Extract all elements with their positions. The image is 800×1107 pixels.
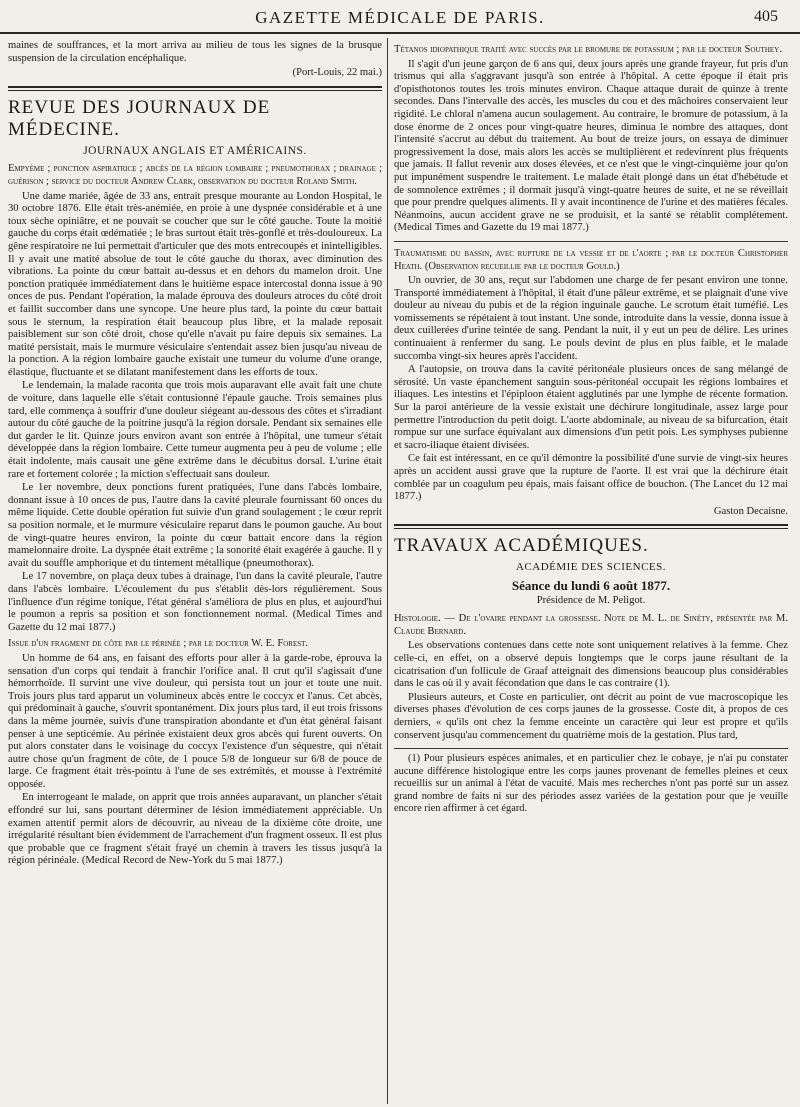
article-heading: Empyème ; ponction aspiratrice ; abcès de la région lombaire ; pneumothorax ; drainage ; guérison ; service du docteur Andrew Clark, observation du docteur Roland Smith.	[8, 163, 382, 187]
subsection-title: JOURNAUX ANGLAIS ET AMÉRICAINS.	[83, 144, 307, 157]
paragraph: Une dame mariée, âgée de 33 ans, entrait presque mourante au London Hospital, le 30 octobre 1876. Elle était très-anémiée, en proie à une dyspnée considérable et à une toux sèche opiniâtre, et ne pouvait se coucher que sur le côté gauche. Toute la moitié gauche du corps était œdématiée ; le bras surtout était très-gonflé et très-douloureux. La gêne respiratoire ne lui permettait d'articuler que des mots entrecoupés et inintelligibles. Il y avait une matité absolue de tout le côté gauche du thorax, avec diminution des vibrations. La pointe du cœur battait au-dessus et en dehors du mamelon droit. Une ponction pratiquée immédiatement dans le huitième espace intercostal donna issue à 90 onces de pus. Pendant l'opération, la malade éprouva des douleurs atroces du côté droit et faillit succomber dans une syncope. Une heure plus tard, la pointe du cœur battait sous le sternum, la respiration était beaucoup plus libre, et la malade reposait paisiblement sur son côté droit, chose qu'elle n'avait pu faire depuis six semaines. La matité persistait, mais le murmure vésiculaire s'entendait assez bien jusqu'au niveau de la ponction. A la région lombaire gauche existait une tumeur du volume d'une orange, élastique, fluctuante et se dilatant manifestement dans les efforts de toux.	[8, 190, 382, 378]
page-number: 405	[754, 8, 778, 25]
right-column	[394, 40, 788, 1100]
footnote	[394, 753, 788, 816]
intro-text: maines de souffrances, et la mort arriva au milieu de tous les signes de la brusque suspension de la circulation encéphalique.	[8, 40, 382, 64]
article-rule	[394, 241, 788, 242]
column-divider	[387, 38, 388, 1104]
paragraph: A l'autopsie, on trouva dans la cavité péritonéale plusieurs onces de sang mélangé de sérosité. Un vaste épanchement sanguin sous-péritonéal occupait les régions lombaires et iliaques. Les intestins et l'épiploon étaient agglutinés par une lymphe de récente formation. Sur la paroi antérieure de la vessie existait une déchirure longitudinale, assez large pour permettre l'introduction du petit doigt. L'aorte abdominale, au niveau de sa bifurcation, était rompue sur une surface équivalant aux dimensions d'un petit pois. Les symphyses pubienne et sacro-iliaque étaient divisées.	[394, 364, 788, 451]
footnote-text: (1) Pour plusieurs espèces animales, et en particulier chez le cobaye, je n'ai pu constater aucune différence histologique entre les corps jaunes provenant de femelles pleines et ceux recueillis sur un animal à l'état de vacuité. Mais mes recherches n'ont pas porté sur un assez grand nombre de faits ni sur des périodes assez variées de la gestation pour que je veuille encore rien affirmer à cet égard.	[394, 753, 788, 815]
paragraph: Le lendemain, la malade raconta que trois mois auparavant elle avait fait une chute de voiture, dans laquelle elle s'était contusionné l'épaule gauche. Trois semaines plus tard, elle commença à souffrir d'une douleur siégeant au-dessous des côtes et s'irradiant autour du côté gauche de la poitrine jusqu'à la région dorsale. Pendant six semaines elle dut garder le lit. Quinze jours environ avant son entrée à l'hôpital, une tumeur s'était développée dans la région lombaire. Cette tumeur augmenta peu à peu de volume ; elle était indolente, mais causait une gêne extrême dans le décubitus dorsal. L'urine était rare et fortement colorée ; la miction s'effectuait sans douleur.	[8, 380, 382, 480]
article-heading: Tétanos idiopathique traité avec succès par le bromure de potassium ; par le docteur Southey.	[394, 44, 782, 55]
journal-title: GAZETTE MÉDICALE DE PARIS.	[255, 8, 545, 27]
paragraph: Un ouvrier, de 30 ans, reçut sur l'abdomen une charge de fer pesant environ une tonne. Transporté immédiatement à l'hôpital, il était d'une pâleur extrême, et se plaignait d'une vive douleur au niveau du pubis et de la région inguinale gauche. Le scrotum était tuméfié. Les vomissements se répétaient à tout instant. Une sonde, introduite dans la vessie, donna issue à deux cuillerées d'urine teintée de sang. Pendant la nuit, il y eut un peu de délire. Les urines continuaient à renfermer du sang. Le pouls devint de plus en plus faible, et le malade succomba vingt-six heures après l'accident.	[394, 275, 788, 362]
article-heading: Traumatisme du bassin, avec rupture de la vessie et de l'aorte ; par le docteur Christopher Heath. (Observation recueillie par le docteur Gould.)	[394, 247, 788, 272]
presidency: Présidence de M. Peligot.	[536, 594, 646, 606]
section-title: REVUE DES JOURNAUX DE MÉDECINE.	[8, 96, 271, 140]
session-date: Séance du lundi 6 août 1877.	[511, 577, 671, 593]
section-title: TRAVAUX ACADÉMIQUES.	[394, 535, 649, 557]
masthead	[0, 0, 800, 34]
paragraph: Ce fait est intéressant, en ce qu'il démontre la possibilité d'une survie de vingt-six heures après un accident aussi grave que la rupture de l'aorte. Il est vrai que la déchirure était comblée par un coagulum peu épais, mais faisant office de bouchon. (The Lancet du 12 mai 1877.)	[394, 453, 788, 503]
left-column	[8, 40, 382, 1100]
article-heading: Issue d'un fragment de côte par le périnée ; par le docteur W. E. Forest.	[8, 638, 309, 650]
paragraph: Plusieurs auteurs, et Coste en particulier, ont décrit au point de vue macroscopique les diverses phases d'évolution de ces corps jaunes de la grossesse. Coste dit, à propos de ces derniers, « qu'ils ont chez la femme enceinte un caractère qui leur est propre et qu'ils conservent jusqu'au commencement du quatrième mois de la gestation. Plus tard,	[394, 691, 788, 741]
academy-title: ACADÉMIE DES SCIENCES.	[515, 561, 667, 574]
paragraph: Le 17 novembre, on plaça deux tubes à drainage, l'un dans la cavité pleurale, l'autre dans l'abcès lombaire. L'écoulement du pus s'établit dès-lors régulièrement. Sous l'influence d'un régime tonique, l'état général s'améliora de plus en plus, et aujourd'hui le poumon a repris sa position et son fonctionnement normal. (Medical Times and Gazette du 12 mai 1877.)	[8, 571, 382, 633]
paragraph: Il s'agit d'un jeune garçon de 6 ans qui, deux jours après une grande frayeur, fut pris d'un trismus qui alla s'aggravant jusqu'à son entrée à l'hôpital. A cette époque il était pris d'opisthotonos toutes les trois minutes environ. Chaque attaque durait de quinze à trente secondes. Dans l'intervalle des accès, les muscles du cou et des mâchoires conservaient leur rigidité. Le chloral n'amena aucun soulagement. Au contraire, le bromure de potassium, à la dose énorme de 2 onces pour vingt-quatre heures, diminua le nombre des attaques, dont l'intensité s'accrut au début du traitement. Au bout de treize jours, on essaya de diminuer progressivement la dose, mais alors les accès se multiplièrent et redevinrent plus fréquents que jamais. Il fallut revenir aux doses élevées, et ce n'est que le vingt-cinquième jour qu'on put impunément suspendre le traitement. Le malade était plongé dans un état d'hébétude et de somnolence extrêmes ; il dormait jusqu'à vingt-quatre heures de suite, et ne se réveillait que pour prendre quelques aliments. Il y avait incontinence de l'urine et des matières fécales. Néanmoins, aucun accident grave ne se produisit, et la santé se rétablit complétement. (Medical Times and Gazette du 19 mai 1877.)	[394, 58, 788, 234]
article-heading: Histologie. — De l'ovaire pendant la grossesse. Note de M. L. de Sinéty, présentée par M. Claude Bernard.	[394, 613, 788, 637]
paragraph: Le 1er novembre, deux ponctions furent pratiquées, l'une dans l'abcès lombaire, donnant issue à 10 onces de pus, l'autre dans la cavité pleurale fournissant 60 onces du même liquide. Cette double opération fut suivie d'un grand soulagement ; le cœur reprit sa position normale, et le murmure vésiculaire reparut dans le poumon gauche. Au bout de vingt-quatre heures environ, la pointe du cœur battait encore dans la région mamelonnaire droite. La dyspnée était extrême ; la sonorité était exagérée à gauche. Il y avait du souffle amphorique et du tintement métallique (pneumothorax).	[8, 482, 382, 569]
paragraph: En interrogeant le malade, on apprit que trois années auparavant, un plancher s'était effondré sur lui, sans pourtant déterminer de lésion immédiatement appréciable. Un examen attentif permit alors de découvrir, au niveau de la dixième côte droite, une irrégularité résultant bien évidemment de l'arrachement d'un fragment osseux. Il est plus que probable que ce fragment s'était frayé un chemin à travers les tissus jusqu'à la région périnéale. (Medical Record de New-York du 5 mai 1877.)	[8, 792, 382, 867]
section-rule	[394, 524, 788, 529]
intro-signature: (Port-Louis, 22 mai.)	[292, 67, 382, 79]
author-signature: Gaston Decaisne.	[713, 505, 788, 517]
paragraph: Un homme de 64 ans, en faisant des efforts pour aller à la garde-robe, éprouva la sensation d'un corps qui tendait à franchir l'orifice anal. Il crut qu'il s'agissait d'une hémorrhoïde. Il survint une vive douleur, qui persista tout un jour et toute une nuit. Trois jours plus tard apparut un volumineux abcès entre le coccyx et l'anus. Cet abcès, qui prédominait à gauche, s'ouvrit spontanément. Dix jours plus tard, il eut trois frissons dans la même journée, suivis d'une transpiration abondante et d'un état général faisant penser à une septicémie. Au périnée existaient deux gros abcès qui furent ouverts. On put alors constater dans le voisinage du coccyx l'existence d'un séquestre, qui n'était autre chose qu'un fragment de côte, de 1 pouce 5/8 de longueur sur 6/8 de pouce de large. Ce fragment était très-pointu à l'une de ses extrémités, et mousse à l'extrémité opposée.	[8, 652, 382, 790]
section-rule	[8, 86, 382, 91]
paragraph: Les observations contenues dans cette note sont uniquement relatives à la femme. Chez celle-ci, en effet, on a observé depuis longtemps que le corps jaune résultant de la cicatrisation d'un follicule de Graaf atteignait des dimensions beaucoup plus considérables dans le cas où il y avait fécondation que dans le cas contraire (1).	[394, 640, 788, 690]
footnote-rule	[394, 748, 788, 749]
